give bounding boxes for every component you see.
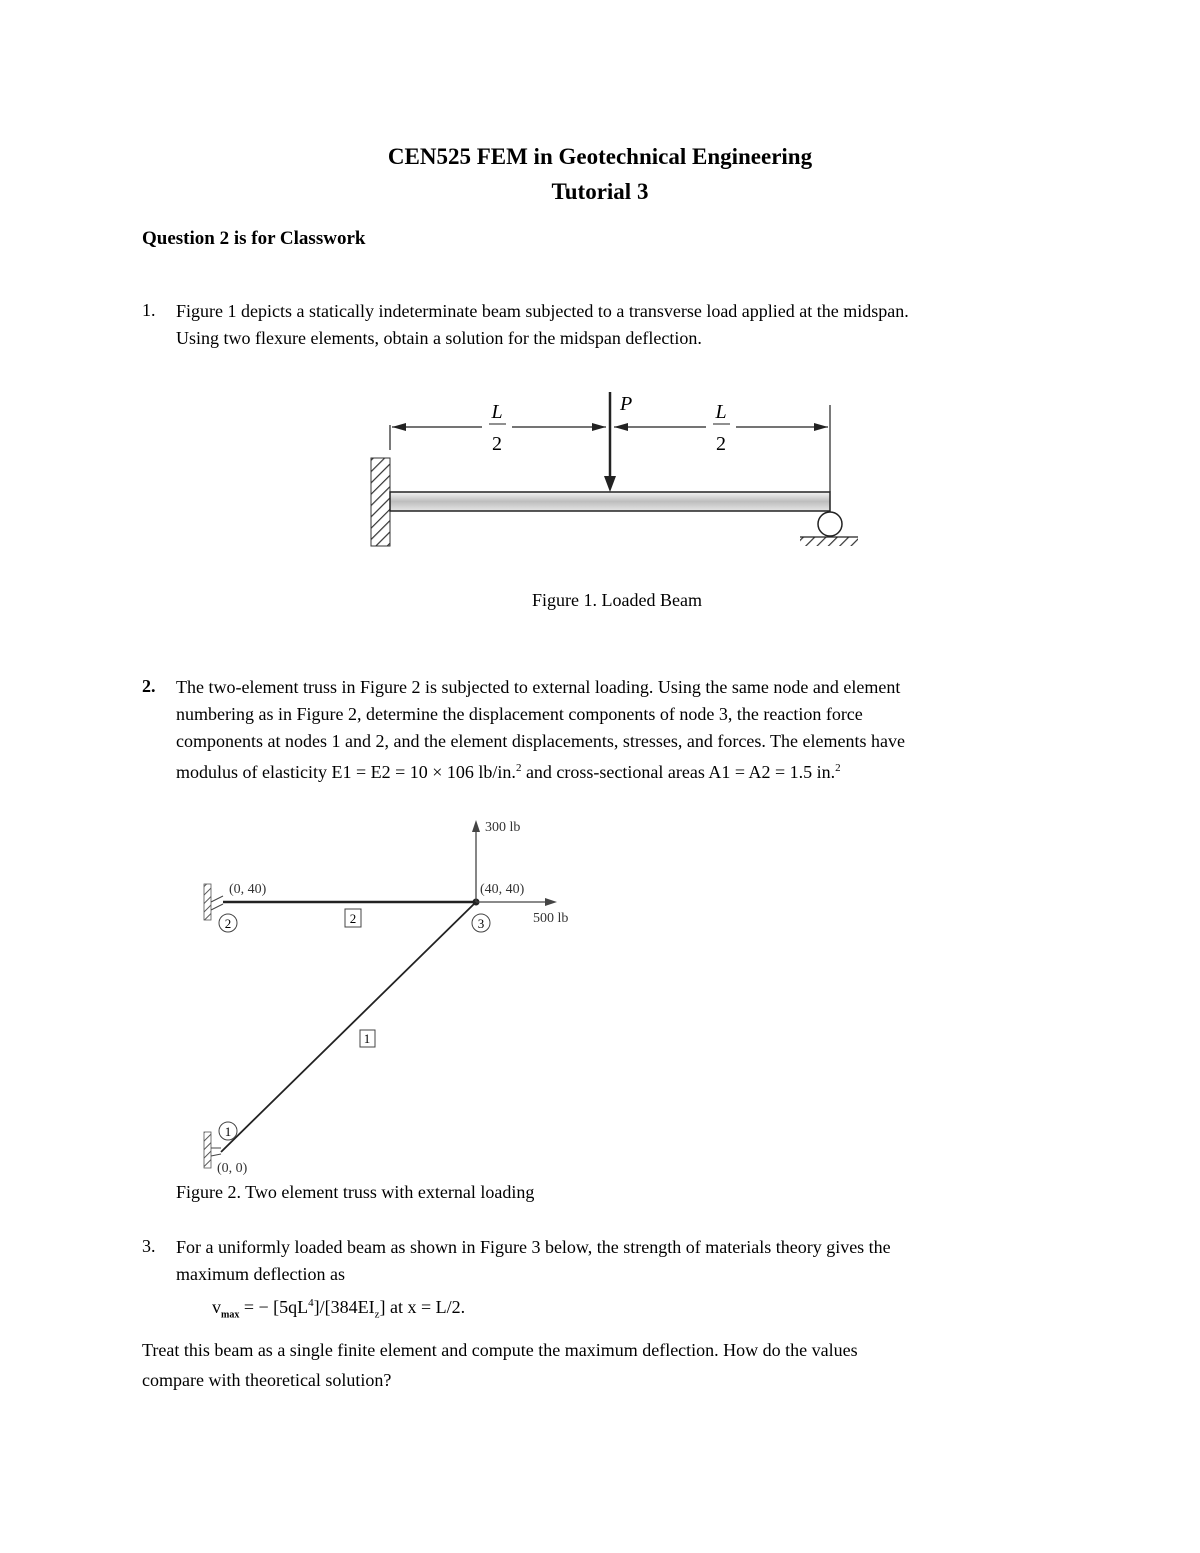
element-2-label: 2 [349, 911, 357, 926]
load-arrow-head [604, 476, 616, 492]
figure-2-caption: Figure 2. Two element truss with external loading [176, 1182, 535, 1202]
q1-text [176, 298, 1096, 352]
sup-squared-2: 2 [835, 762, 841, 774]
beam [390, 492, 830, 511]
span-right-denominator: 2 [716, 433, 726, 455]
support-node-2 [204, 884, 211, 920]
q3-line-1: For a uniformly loaded beam as shown in Figure 3 below, the strength of materials theory gives the [176, 1237, 891, 1257]
node-1-label: 1 [224, 1124, 232, 1139]
q2-line-4: modulus of elasticity E1 = E2 = 10 × 106 lb/in.$^2$ and cross-sectional areas A1 = A2 = 1.5 in.$^2$ [176, 762, 841, 782]
element-1-label: 1 [363, 1031, 371, 1046]
span-left-denominator: 2 [492, 433, 502, 455]
node-2-label: 2 [224, 916, 232, 931]
roller-support [818, 512, 842, 536]
q2-text [176, 674, 1116, 786]
support-node-1 [204, 1132, 211, 1168]
node-1-coordinate: (0, 0) [217, 1161, 248, 1176]
span-right-numerator: L [715, 401, 727, 423]
q1-line-2: Using two flexure elements, obtain a solution for the midspan deflection. [176, 328, 702, 348]
horizontal-load-label: 500 lb [533, 911, 569, 926]
closing-line-2: compare with theoretical solution? [142, 1370, 392, 1390]
q3-line-2: maximum deflection as [176, 1264, 345, 1284]
roller-ground [800, 537, 858, 546]
q2-line-3: components at nodes 1 and 2, and the element displacements, stresses, and forces. The elements have [176, 731, 905, 751]
vertical-load-label: 300 lb [485, 820, 521, 835]
dim-arrow-left [392, 423, 406, 431]
load-label: P [620, 393, 633, 415]
deflection-formula: $v_{max}$ = − $[5qL^4]/[384EI_z]$ at x = L/2. [212, 1297, 466, 1321]
q2-line-1: The two-element truss in Figure 2 is subjected to external loading. Using the same node and element [176, 677, 901, 697]
closing-paragraph [142, 1335, 1092, 1395]
fixed-wall [371, 458, 390, 546]
sup-squared-1: 2 [515, 762, 522, 774]
q3-text [176, 1234, 1106, 1288]
classwork-note: Question 2 is for Classwork [142, 228, 366, 249]
q2-number: 2. [142, 676, 156, 696]
page-title: CEN525 FEM in Geotechnical Engineering [387, 144, 813, 169]
figure-2-truss [195, 810, 615, 1180]
dim-arrow-right [814, 423, 828, 431]
q1-line-1: Figure 1 depicts a statically indeterminate beam subjected to a transverse load applied at the midspan. [176, 301, 909, 321]
node-2-coordinate: (0, 40) [229, 882, 267, 897]
closing-line-1: Treat this beam as a single finite element and compute the maximum deflection. How do the values [142, 1340, 858, 1360]
element-1-bar [221, 902, 476, 1152]
figure-1-beam [360, 380, 880, 560]
q2-line-2: numbering as in Figure 2, determine the displacement components of node 3, the reaction force [176, 704, 863, 724]
figure-1-caption: Figure 1. Loaded Beam [532, 590, 702, 610]
node-3-coordinate: (40, 40) [480, 882, 525, 897]
q1-number: 1. [142, 300, 156, 320]
page-subtitle: Tutorial 3 [551, 179, 649, 204]
span-left-numerator: L [491, 401, 503, 423]
q3-number: 3. [142, 1236, 156, 1256]
node-3-label: 3 [477, 916, 485, 931]
